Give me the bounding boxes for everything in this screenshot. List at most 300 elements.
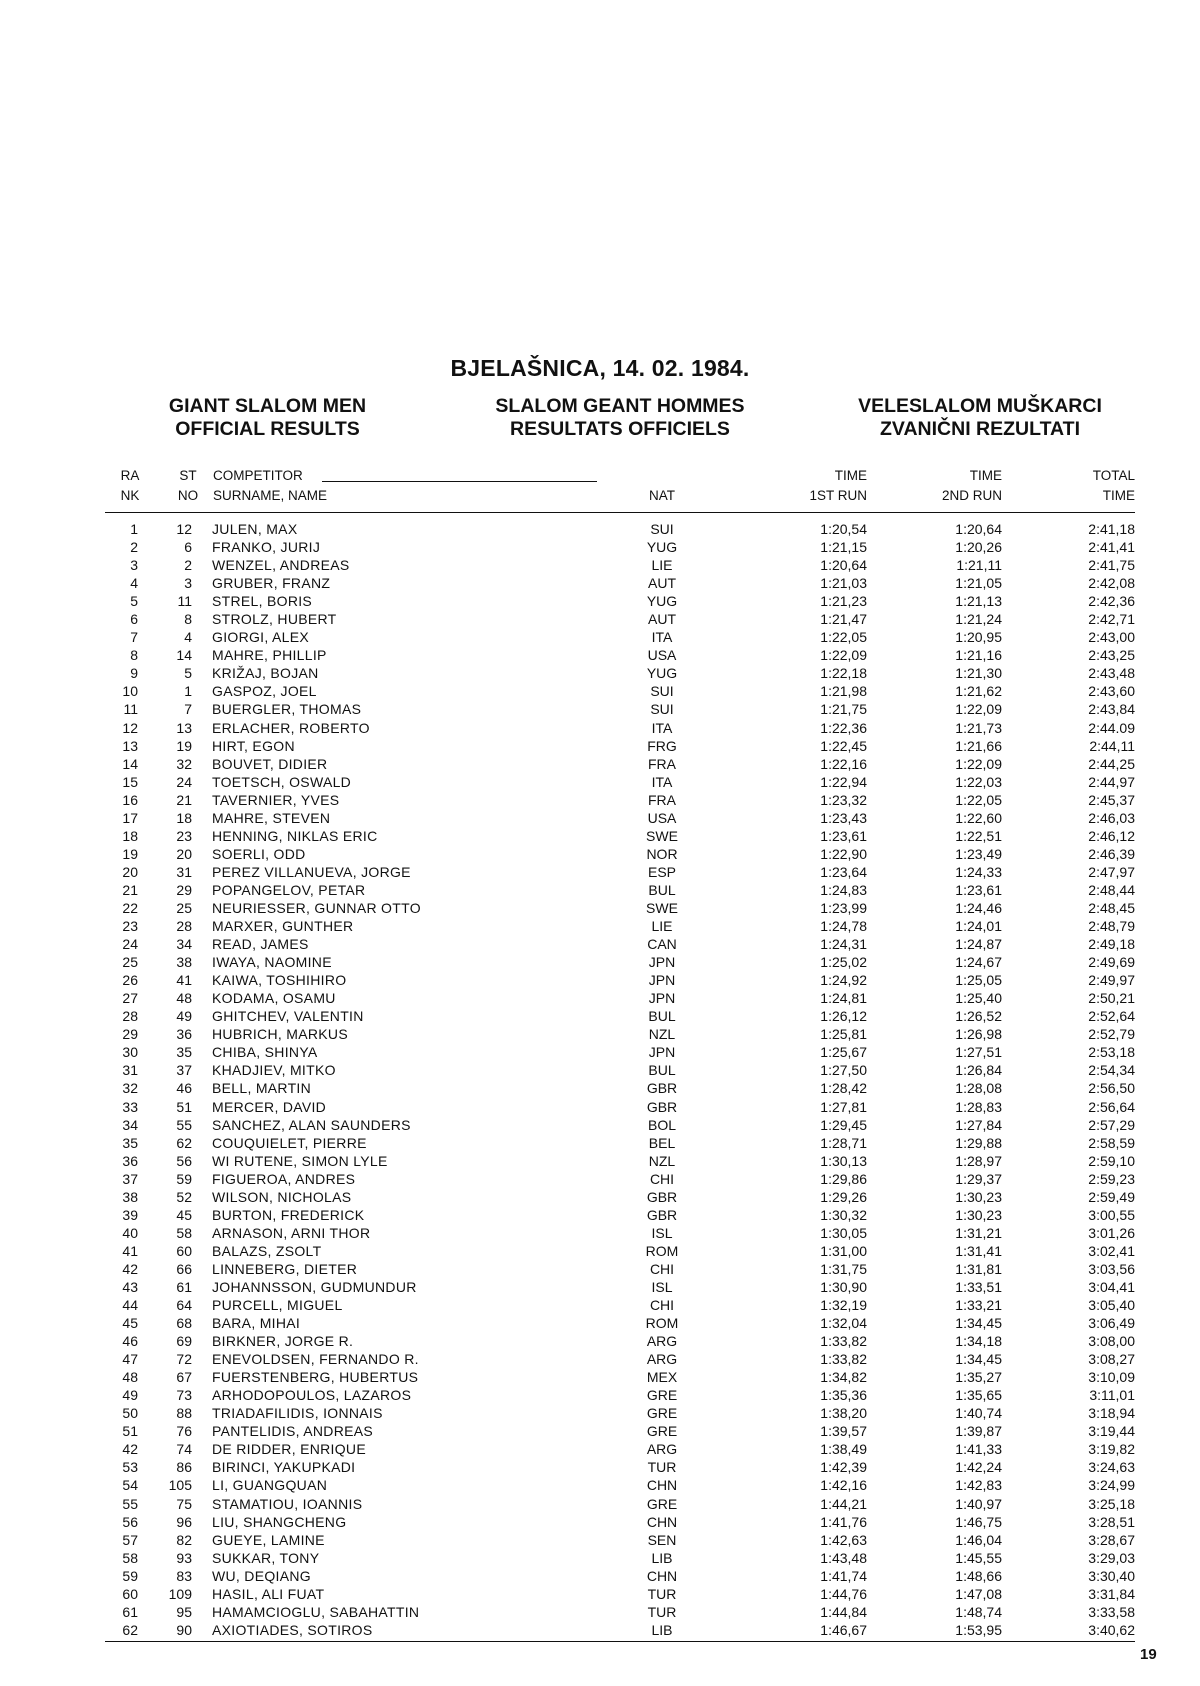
page-number: 19 [1140, 1646, 1157, 1663]
cell-run2-time: 1:31,81 [955, 1260, 1002, 1277]
cell-start-no: 52 [176, 1188, 192, 1205]
cell-run1-time: 1:24,92 [820, 972, 867, 989]
cell-start-no: 41 [176, 972, 192, 989]
cell-run2-time: 1:24,33 [955, 863, 1002, 880]
col-header-nat [632, 466, 692, 506]
cell-nat: JPN [648, 990, 676, 1007]
cell-rank: 56 [122, 1513, 138, 1530]
cell-nat: BOL [647, 1116, 676, 1133]
cell-start-no: 83 [176, 1567, 192, 1584]
cell-run1-time: 1:30,13 [820, 1152, 867, 1169]
cell-total-time: 3:06,49 [1088, 1315, 1135, 1332]
cell-total-time: 3:11,01 [1089, 1387, 1135, 1404]
cell-total-time: 2:43,48 [1088, 665, 1135, 682]
cell-total-time: 2:49,97 [1088, 972, 1135, 989]
cell-start-no: 48 [176, 990, 192, 1007]
cell-run1-time: 1:23,99 [820, 899, 867, 916]
cell-total-time: 2:47,97 [1088, 863, 1135, 880]
cell-rank: 2 [130, 539, 138, 556]
table-row [0, 1188, 1200, 1206]
table-row [0, 1098, 1200, 1116]
cell-run2-time: 1:21,24 [955, 611, 1002, 628]
cell-competitor-name: HUBRICH, MARKUS [212, 1026, 348, 1043]
cell-rank: 24 [122, 936, 138, 953]
cell-competitor-name: ARNASON, ARNI THOR [212, 1224, 371, 1241]
cell-rank: 3 [130, 557, 138, 574]
cell-rank: 42 [122, 1441, 138, 1458]
cell-start-no: 105 [168, 1477, 192, 1494]
cell-nat: BUL [648, 1008, 676, 1025]
cell-competitor-name: MARXER, GUNTHER [212, 918, 354, 935]
cell-run2-time: 1:42,83 [955, 1477, 1002, 1494]
cell-rank: 61 [122, 1603, 138, 1620]
cell-nat: TUR [647, 1603, 677, 1620]
cell-nat: NZL [648, 1026, 676, 1043]
cell-nat: ITA [651, 719, 673, 736]
cell-run2-time: 1:30,23 [955, 1188, 1002, 1205]
cell-run2-time: 1:22,09 [955, 755, 1002, 772]
title-serbocroatian-line2: ZVANIČNI REZULTATI [879, 418, 1081, 440]
table-row [0, 1495, 1200, 1513]
cell-run1-time: 1:39,57 [820, 1423, 867, 1440]
cell-run1-time: 1:41,76 [820, 1513, 867, 1530]
cell-competitor-name: TOETSCH, OSWALD [212, 773, 352, 790]
table-row [0, 1152, 1200, 1170]
cell-run2-time: 1:22,03 [955, 773, 1002, 790]
cell-run2-time: 1:35,65 [955, 1387, 1002, 1404]
cell-start-no: 29 [176, 881, 192, 898]
table-row [0, 863, 1200, 881]
table-row [0, 664, 1200, 682]
cell-run2-time: 1:21,62 [955, 683, 1002, 700]
cell-rank: 34 [122, 1116, 138, 1133]
cell-competitor-name: BIRKNER, JORGE R. [212, 1333, 354, 1350]
cell-run2-time: 1:21,30 [955, 665, 1002, 682]
cell-start-no: 32 [176, 755, 192, 772]
cell-start-no: 1 [184, 683, 192, 700]
table-row [0, 1134, 1200, 1152]
table-row [0, 1206, 1200, 1224]
cell-nat: ISL [651, 1224, 673, 1241]
cell-nat: FRA [648, 755, 676, 772]
cell-run2-time: 1:30,23 [955, 1206, 1002, 1223]
cell-run1-time: 1:21,98 [820, 683, 867, 700]
bottom-rule [105, 1641, 1135, 1642]
cell-total-time: 2:52,79 [1088, 1026, 1135, 1043]
cell-run1-time: 1:33,82 [820, 1351, 867, 1368]
cell-start-no: 96 [176, 1513, 192, 1530]
cell-start-no: 51 [176, 1098, 192, 1115]
cell-start-no: 60 [176, 1242, 192, 1259]
cell-run1-time: 1:24,83 [820, 881, 867, 898]
cell-total-time: 3:18,94 [1088, 1405, 1135, 1422]
cell-start-no: 8 [184, 611, 192, 628]
cell-start-no: 82 [176, 1531, 192, 1548]
cell-nat: FRA [648, 791, 676, 808]
col-header-rank-line2: NK [120, 488, 140, 503]
table-row [0, 1350, 1200, 1368]
cell-nat: JPN [648, 954, 676, 971]
cell-total-time: 2:48,79 [1088, 918, 1135, 935]
cell-competitor-name: MAHRE, PHILLIP [212, 647, 327, 664]
cell-start-no: 68 [176, 1315, 192, 1332]
cell-nat: JPN [648, 1044, 676, 1061]
cell-run1-time: 1:24,78 [820, 918, 867, 935]
cell-competitor-name: DE RIDDER, ENRIQUE [212, 1441, 366, 1458]
cell-rank: 38 [122, 1188, 138, 1205]
table-row [0, 791, 1200, 809]
table-row [0, 574, 1200, 592]
cell-start-no: 13 [176, 719, 192, 736]
venue-date-title: BJELAŠNICA, 14. 02. 1984. [450, 355, 750, 381]
cell-rank: 22 [122, 899, 138, 916]
cell-rank: 4 [130, 575, 138, 592]
cell-nat: JPN [648, 972, 676, 989]
cell-total-time: 2:49,69 [1088, 954, 1135, 971]
table-row [0, 1296, 1200, 1314]
cell-run2-time: 1:41,33 [955, 1441, 1002, 1458]
col-header-competitor-line2: SURNAME, NAME [213, 488, 328, 503]
cell-competitor-name: HASIL, ALI FUAT [212, 1585, 325, 1602]
cell-nat: SEN [647, 1531, 677, 1548]
cell-start-no: 49 [176, 1008, 192, 1025]
cell-rank: 33 [122, 1098, 138, 1115]
cell-run2-time: 1:21,05 [955, 575, 1002, 592]
cell-nat: GRE [646, 1495, 678, 1512]
table-row [0, 881, 1200, 899]
cell-run2-time: 1:26,52 [955, 1008, 1002, 1025]
cell-competitor-name: AXIOTIADES, SOTIROS [212, 1621, 373, 1638]
table-row [0, 953, 1200, 971]
cell-start-no: 6 [184, 539, 192, 556]
cell-run1-time: 1:20,54 [820, 521, 867, 537]
table-row [0, 1079, 1200, 1097]
competitor-underline [322, 481, 597, 482]
cell-competitor-name: FIGUEROA, ANDRES [212, 1170, 356, 1187]
cell-rank: 45 [122, 1315, 138, 1332]
cell-competitor-name: JULEN, MAX [212, 521, 298, 537]
cell-run1-time: 1:22,36 [820, 719, 867, 736]
cell-start-no: 45 [176, 1206, 192, 1223]
cell-total-time: 2:49,18 [1088, 936, 1135, 953]
table-row [0, 1476, 1200, 1494]
cell-total-time: 2:42,08 [1088, 575, 1135, 592]
cell-total-time: 3:04,41 [1088, 1278, 1135, 1295]
cell-run1-time: 1:41,74 [820, 1567, 867, 1584]
cell-total-time: 2:41,18 [1088, 521, 1135, 537]
cell-rank: 50 [122, 1405, 138, 1422]
cell-nat: ITA [651, 629, 673, 646]
title-serbocroatian-line1: VELESLALOM MUŠKARCI [858, 395, 1102, 417]
cell-run2-time: 1:25,05 [955, 972, 1002, 989]
cell-competitor-name: IWAYA, NAOMINE [212, 954, 332, 971]
table-row [0, 917, 1200, 935]
cell-start-no: 66 [176, 1260, 192, 1277]
table-row [0, 628, 1200, 646]
cell-nat: ARG [646, 1441, 678, 1458]
cell-rank: 11 [123, 701, 138, 718]
cell-total-time: 3:02,41 [1088, 1242, 1135, 1259]
cell-run2-time: 1:45,55 [955, 1549, 1002, 1566]
col-header-run1-line1: TIME [834, 468, 867, 483]
table-row [0, 700, 1200, 718]
cell-run2-time: 1:33,21 [955, 1297, 1002, 1314]
cell-total-time: 2:41,41 [1088, 539, 1135, 556]
cell-competitor-name: COUQUIELET, PIERRE [212, 1134, 367, 1151]
cell-run2-time: 1:46,75 [955, 1513, 1002, 1530]
cell-competitor-name: GASPOZ, JOEL [212, 683, 317, 700]
cell-run1-time: 1:31,75 [820, 1260, 867, 1277]
col-header-competitor-line1: COMPETITOR [213, 468, 303, 483]
cell-run1-time: 1:21,75 [820, 701, 867, 718]
cell-run2-time: 1:24,01 [955, 918, 1002, 935]
cell-total-time: 2:48,45 [1088, 899, 1135, 916]
table-row [0, 646, 1200, 664]
cell-total-time: 3:05,40 [1088, 1297, 1135, 1314]
cell-run1-time: 1:22,05 [820, 629, 867, 646]
cell-run1-time: 1:21,03 [820, 575, 867, 592]
cell-run1-time: 1:43,48 [820, 1549, 867, 1566]
cell-run2-time: 1:53,95 [955, 1621, 1002, 1638]
cell-competitor-name: MAHRE, STEVEN [212, 809, 331, 826]
cell-run1-time: 1:44,76 [820, 1585, 867, 1602]
cell-start-no: 38 [176, 954, 192, 971]
cell-start-no: 62 [176, 1134, 192, 1151]
cell-run1-time: 1:22,16 [820, 755, 867, 772]
cell-nat: LIE [651, 918, 673, 935]
cell-nat: SWE [646, 827, 678, 844]
cell-total-time: 2:46,03 [1088, 809, 1135, 826]
cell-rank: 37 [122, 1170, 138, 1187]
cell-rank: 5 [130, 593, 138, 610]
cell-rank: 14 [122, 755, 138, 772]
cell-nat: GBR [646, 1206, 678, 1223]
cell-nat: GRE [646, 1423, 678, 1440]
table-row [0, 1404, 1200, 1422]
title-french [470, 395, 770, 441]
cell-run1-time: 1:22,94 [820, 773, 867, 790]
cell-total-time: 3:30,40 [1088, 1567, 1135, 1584]
cell-nat: CHI [649, 1297, 675, 1314]
cell-total-time: 2:44,97 [1088, 773, 1135, 790]
cell-competitor-name: STROLZ, HUBERT [212, 611, 337, 628]
table-row [0, 592, 1200, 610]
cell-nat: FRG [647, 737, 677, 754]
cell-run2-time: 1:48,66 [955, 1567, 1002, 1584]
cell-rank: 62 [122, 1621, 138, 1638]
cell-run2-time: 1:35,27 [955, 1369, 1002, 1386]
cell-start-no: 5 [184, 665, 192, 682]
cell-nat: BEL [648, 1134, 676, 1151]
cell-rank: 9 [130, 665, 138, 682]
cell-nat: CHI [649, 1170, 675, 1187]
cell-rank: 23 [122, 918, 138, 935]
cell-competitor-name: LIU, SHANGCHENG [212, 1513, 347, 1530]
cell-run1-time: 1:35,36 [820, 1387, 867, 1404]
cell-rank: 35 [122, 1134, 138, 1151]
cell-total-time: 2:46,12 [1088, 827, 1135, 844]
cell-rank: 39 [122, 1206, 138, 1223]
cell-nat: SUI [650, 701, 674, 718]
cell-rank: 59 [122, 1567, 138, 1584]
cell-total-time: 3:19,82 [1088, 1441, 1135, 1458]
cell-run2-time: 1:27,84 [955, 1116, 1002, 1133]
cell-nat: ESP [647, 863, 676, 880]
col-header-nat-label: NAT [649, 488, 675, 503]
cell-rank: 29 [122, 1026, 138, 1043]
cell-rank: 57 [122, 1531, 138, 1548]
cell-total-time: 2:43,60 [1088, 683, 1135, 700]
table-row [0, 1440, 1200, 1458]
col-header-competitor [213, 466, 413, 506]
cell-nat: ITA [651, 773, 673, 790]
table-row [0, 556, 1200, 574]
cell-nat: TUR [647, 1585, 677, 1602]
cell-total-time: 3:29,03 [1088, 1549, 1135, 1566]
table-row [0, 1603, 1200, 1621]
cell-rank: 44 [122, 1297, 138, 1314]
cell-total-time: 2:52,64 [1088, 1008, 1135, 1025]
cell-competitor-name: BURTON, FREDERICK [212, 1206, 365, 1223]
cell-rank: 31 [122, 1062, 138, 1079]
cell-run1-time: 1:23,43 [820, 809, 867, 826]
cell-start-no: 88 [176, 1405, 192, 1422]
table-row [0, 1531, 1200, 1549]
cell-run2-time: 1:23,49 [955, 845, 1002, 862]
cell-competitor-name: TAVERNIER, YVES [212, 791, 340, 808]
table-row [0, 1260, 1200, 1278]
cell-competitor-name: WILSON, NICHOLAS [212, 1188, 352, 1205]
cell-run1-time: 1:38,49 [820, 1441, 867, 1458]
cell-competitor-name: KRIŽAJ, BOJAN [212, 665, 319, 682]
cell-start-no: 86 [176, 1459, 192, 1476]
cell-run2-time: 1:31,21 [955, 1224, 1002, 1241]
cell-rank: 42 [122, 1260, 138, 1277]
cell-total-time: 2:42,71 [1088, 611, 1135, 628]
cell-run2-time: 1:29,37 [955, 1170, 1002, 1187]
cell-competitor-name: HAMAMCIOGLU, SABAHATTIN [212, 1603, 420, 1620]
cell-run1-time: 1:22,90 [820, 845, 867, 862]
cell-nat: CHN [646, 1477, 678, 1494]
table-row [0, 719, 1200, 737]
cell-rank: 54 [122, 1477, 138, 1494]
table-row [0, 1116, 1200, 1134]
cell-competitor-name: POPANGELOV, PETAR [212, 881, 366, 898]
cell-start-no: 28 [176, 918, 192, 935]
cell-competitor-name: SANCHEZ, ALAN SAUNDERS [212, 1116, 411, 1133]
cell-run1-time: 1:38,20 [820, 1405, 867, 1422]
cell-run2-time: 1:31,41 [955, 1242, 1002, 1259]
cell-competitor-name: WU, DEQIANG [212, 1567, 311, 1584]
cell-nat: YUG [646, 665, 678, 682]
cell-run2-time: 1:21,66 [955, 737, 1002, 754]
cell-total-time: 2:50,21 [1088, 990, 1135, 1007]
cell-start-no: 20 [176, 845, 192, 862]
title-french-line2: RESULTATS OFFICIELS [510, 418, 730, 440]
col-header-rank-line1: RA [120, 468, 140, 483]
cell-run2-time: 1:48,74 [955, 1603, 1002, 1620]
table-row [0, 755, 1200, 773]
cell-start-no: 19 [176, 737, 192, 754]
cell-nat: CHN [646, 1513, 678, 1530]
cell-start-no: 76 [176, 1423, 192, 1440]
cell-total-time: 2:56,50 [1088, 1080, 1135, 1097]
cell-nat: NZL [648, 1152, 676, 1169]
cell-total-time: 2:56,64 [1088, 1098, 1135, 1115]
cell-total-time: 2:43,25 [1088, 647, 1135, 664]
cell-run2-time: 1:24,46 [955, 899, 1002, 916]
cell-nat: NOR [646, 845, 678, 862]
cell-competitor-name: MERCER, DAVID [212, 1098, 327, 1115]
cell-run2-time: 1:20,95 [955, 629, 1002, 646]
cell-rank: 60 [122, 1585, 138, 1602]
cell-rank: 18 [122, 827, 138, 844]
title-english-line1: GIANT SLALOM MEN [168, 395, 367, 417]
col-header-run1-line2: 1ST RUN [809, 488, 867, 503]
cell-start-no: 58 [176, 1224, 192, 1241]
cell-start-no: 34 [176, 936, 192, 953]
cell-rank: 26 [122, 972, 138, 989]
cell-run1-time: 1:44,84 [820, 1603, 867, 1620]
cell-competitor-name: BARA, MIHAI [212, 1315, 301, 1332]
cell-competitor-name: GIORGI, ALEX [212, 629, 309, 646]
cell-start-no: 56 [176, 1152, 192, 1169]
cell-nat: TUR [647, 1459, 677, 1476]
cell-run2-time: 1:28,83 [955, 1098, 1002, 1115]
cell-run2-time: 1:22,05 [955, 791, 1002, 808]
cell-run1-time: 1:30,90 [820, 1278, 867, 1295]
cell-competitor-name: SUKKAR, TONY [212, 1549, 320, 1566]
cell-rank: 41 [122, 1242, 138, 1259]
table-row [0, 1368, 1200, 1386]
cell-total-time: 3:40,62 [1088, 1621, 1135, 1638]
cell-run1-time: 1:27,81 [820, 1098, 867, 1115]
cell-run1-time: 1:25,02 [820, 954, 867, 971]
table-row [0, 1458, 1200, 1476]
cell-run1-time: 1:29,26 [820, 1188, 867, 1205]
cell-total-time: 2:41,75 [1088, 557, 1135, 574]
cell-total-time: 2:59,23 [1088, 1170, 1135, 1187]
cell-run2-time: 1:20,64 [955, 521, 1002, 537]
cell-run2-time: 1:23,61 [955, 881, 1002, 898]
cell-competitor-name: BOUVET, DIDIER [212, 755, 328, 772]
cell-start-no: 93 [176, 1549, 192, 1566]
cell-run1-time: 1:22,45 [820, 737, 867, 754]
cell-competitor-name: TRIADAFILIDIS, IONNAIS [212, 1405, 383, 1422]
cell-total-time: 3:08,00 [1088, 1333, 1135, 1350]
cell-run2-time: 1:27,51 [955, 1044, 1002, 1061]
cell-rank: 28 [122, 1008, 138, 1025]
cell-competitor-name: WI RUTENE, SIMON LYLE [212, 1152, 388, 1169]
cell-total-time: 2:59,49 [1088, 1188, 1135, 1205]
table-row [0, 1025, 1200, 1043]
cell-nat: GRE [646, 1405, 678, 1422]
header-rule [105, 512, 1135, 513]
cell-run1-time: 1:21,47 [820, 611, 867, 628]
cell-nat: GBR [646, 1188, 678, 1205]
cell-nat: BUL [648, 881, 676, 898]
cell-competitor-name: ERLACHER, ROBERTO [212, 719, 370, 736]
cell-start-no: 2 [184, 557, 192, 574]
cell-competitor-name: PANTELIDIS, ANDREAS [212, 1423, 374, 1440]
cell-competitor-name: GRUBER, FRANZ [212, 575, 331, 592]
cell-competitor-name: BELL, MARTIN [212, 1080, 312, 1097]
table-row [0, 1242, 1200, 1260]
cell-start-no: 67 [176, 1369, 192, 1386]
cell-start-no: 7 [184, 701, 192, 718]
cell-total-time: 3:28,67 [1088, 1531, 1135, 1548]
cell-run1-time: 1:21,15 [820, 539, 867, 556]
